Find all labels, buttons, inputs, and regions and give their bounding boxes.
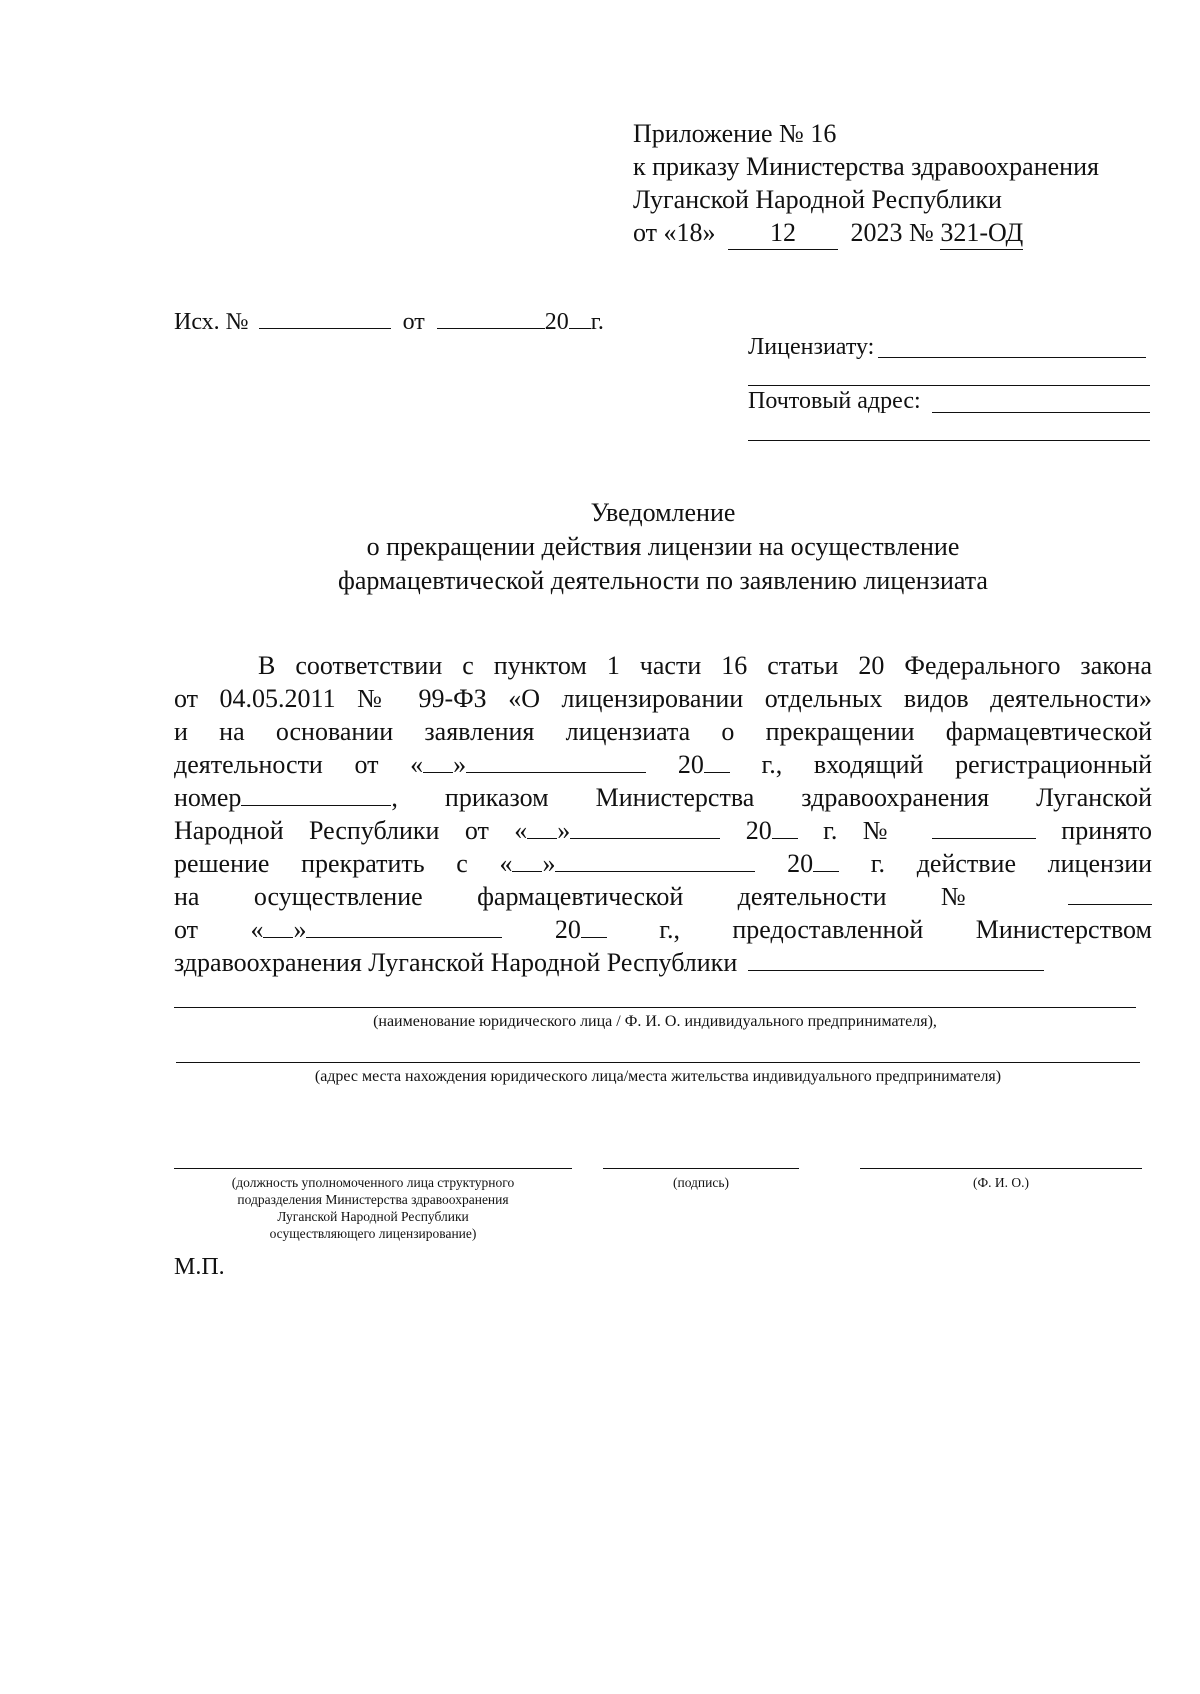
body-line-1: В соответствии с пунктом 1 части 16 статьи 20 Федерального закона xyxy=(258,651,1152,680)
licensee-field[interactable] xyxy=(878,357,1146,358)
outgoing-prefix: Исх. № xyxy=(174,309,249,335)
appendix-order-number: 321-ОД xyxy=(940,217,1023,250)
outgoing-from: от xyxy=(402,309,425,335)
signature-caption: (подпись) xyxy=(672,1175,730,1190)
license-number-field[interactable] xyxy=(1068,880,1152,905)
application-month-field[interactable] xyxy=(466,748,646,773)
legal-entity-address-field[interactable] xyxy=(176,1062,1140,1063)
order-day-field[interactable] xyxy=(527,814,557,839)
appendix-republic: Луганской Народной Республики xyxy=(633,185,1002,214)
license-year-field[interactable] xyxy=(581,913,607,938)
fio-caption: (Ф. И. О.) xyxy=(972,1175,1030,1190)
termination-day-field[interactable] xyxy=(512,847,542,872)
legal-entity-name-caption: (наименование юридического лица / Ф. И. О. индивидуального предпринимателя), xyxy=(373,1013,937,1030)
fio-field[interactable] xyxy=(860,1168,1142,1169)
body-line-4: деятельности от « » 20 г., входящий регистрационный xyxy=(174,750,1153,779)
postal-address-label: Почтовый адрес: xyxy=(748,388,921,414)
signature-field[interactable] xyxy=(603,1168,799,1169)
appendix-order-ref: к приказу Министерства здравоохранения xyxy=(633,152,1099,181)
official-position-field[interactable] xyxy=(174,1168,572,1169)
outgoing-year-field[interactable] xyxy=(569,304,591,329)
appendix-month: 12 xyxy=(728,217,838,250)
official-position-caption: (должность уполномоченного лица структурного подразделения Министерства здравоохранения Луганской Народной Республики осуществляющего лицензирование) xyxy=(231,1175,515,1241)
outgoing-number-field[interactable] xyxy=(259,304,391,329)
body-line-3: и на основании заявления лицензиата о прекращении фармацевтической xyxy=(174,717,1152,746)
licensee-label: Лицензиату: xyxy=(748,334,875,360)
postal-address-field[interactable] xyxy=(932,412,1150,413)
termination-year-field[interactable] xyxy=(813,847,839,872)
body-line-6: Народной Республики от « » 20 г. № принято xyxy=(174,816,1153,845)
stamp-placeholder: М.П. xyxy=(174,1254,225,1280)
document-title: Уведомление xyxy=(590,498,736,527)
appendix-year: 2023 № xyxy=(850,218,934,247)
body-line-9: от « » 20 г., предоставленной Министерством xyxy=(174,915,1152,944)
ministry-details-field[interactable] xyxy=(748,946,1044,971)
body-line-10: здравоохранения Луганской Народной Республики xyxy=(174,946,1044,979)
registration-number-field[interactable] xyxy=(241,781,391,806)
order-year-field[interactable] xyxy=(772,814,798,839)
legal-entity-address-caption: (адрес места нахождения юридического лица/места жительства индивидуального предпринимателя) xyxy=(314,1068,1002,1085)
license-month-field[interactable] xyxy=(306,913,502,938)
outgoing-suffix: г. xyxy=(590,309,604,335)
termination-month-field[interactable] xyxy=(555,847,755,872)
order-month-field[interactable] xyxy=(570,814,720,839)
body-line-8: на осуществление фармацевтической деятельности № xyxy=(174,880,1152,913)
document-subtitle-2: фармацевтической деятельности по заявлению лицензиата xyxy=(338,566,988,595)
document-subtitle-1: о прекращении действия лицензии на осуществление xyxy=(366,532,960,561)
legal-entity-name-field[interactable] xyxy=(174,1007,1136,1008)
appendix-date-line xyxy=(633,217,1023,250)
license-day-field[interactable] xyxy=(263,913,293,938)
appendix-date-prefix: от «18» xyxy=(633,218,716,247)
body-line-2: от 04.05.2011 № 99-ФЗ «О лицензировании отдельных видов деятельности» xyxy=(174,684,1152,713)
outgoing-year: 20 xyxy=(544,309,569,335)
appendix-number: Приложение № 16 xyxy=(633,119,837,148)
outgoing-number-line xyxy=(174,304,604,337)
postal-address-field-line2[interactable] xyxy=(748,440,1150,441)
order-number-field[interactable] xyxy=(932,814,1036,839)
application-year-field[interactable] xyxy=(704,748,730,773)
body-line-7: решение прекратить с « » 20 г. действие лицензии xyxy=(174,849,1153,878)
application-day-field[interactable] xyxy=(423,748,453,773)
outgoing-date-field[interactable] xyxy=(437,304,545,329)
body-line-5: номер , приказом Министерства здравоохранения Луганской xyxy=(174,783,1152,812)
